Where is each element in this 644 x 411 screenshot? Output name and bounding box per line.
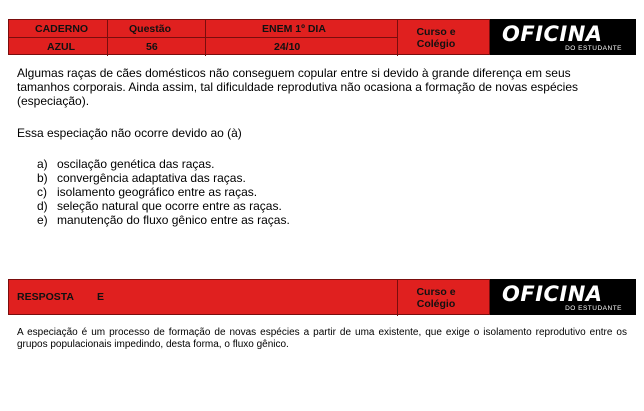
option-letter: a): [37, 157, 48, 171]
option-d: [37, 199, 290, 213]
option-text: manutenção do fluxo gênico entre as raças.: [57, 213, 290, 227]
exam-label: ENEM 1º DIA: [262, 23, 326, 35]
logo-subtitle: DO ESTUDANTE: [565, 45, 622, 52]
question-header: [8, 19, 636, 55]
option-letter: c): [37, 185, 47, 199]
questao-label: Questão: [129, 23, 172, 35]
colegio-label: Colégio: [416, 38, 456, 50]
option-text: seleção natural que ocorre entre as raças.: [57, 199, 282, 213]
answer-explanation: A especiação é um processo de formação de novas espécies a partir de uma existente, que exige o isolamento reprodutivo entre os grupos populacionais impedindo, desta forma, o fluxo gênico.: [17, 327, 627, 350]
option-b: [37, 171, 290, 185]
option-letter: b): [37, 171, 48, 185]
caderno-label: CADERNO: [35, 23, 89, 35]
option-text: oscilação genética das raças.: [57, 157, 215, 171]
response-table: [8, 279, 490, 315]
exam-date: 24/10: [274, 41, 301, 53]
response-header: [8, 279, 636, 315]
option-c: [37, 185, 290, 199]
question-prompt: Essa especiação não ocorre devido ao (à): [17, 126, 242, 140]
question-text: Algumas raças de cães domésticos não conseguem copular entre si devido à grande diferença em seus tamanhos corporais. Ainda assim, tal dificuldade reprodutiva não ocasiona a formação de novas espécies (especiação).: [17, 66, 578, 108]
option-letter: e): [37, 213, 48, 227]
response-value: E: [97, 291, 105, 303]
curso-label: Curso e: [416, 286, 456, 298]
oficina-logo: [490, 19, 636, 55]
logo-wordmark: OFICINA: [502, 282, 603, 306]
header-col-divider: [397, 20, 398, 56]
answer-options: [37, 157, 290, 227]
questao-value: 56: [146, 41, 158, 53]
colegio-label: Colégio: [416, 298, 456, 310]
logo-subtitle: DO ESTUDANTE: [565, 305, 622, 312]
oficina-logo: [490, 279, 636, 315]
option-letter: d): [37, 199, 48, 213]
header-col-divider: [205, 20, 206, 56]
header-row-divider: [9, 37, 397, 38]
option-text: isolamento geográfico entre as raças.: [57, 185, 258, 199]
header-table: [8, 19, 490, 55]
option-e: [37, 213, 290, 227]
response-col-divider: [397, 280, 398, 316]
caderno-value: AZUL: [47, 41, 75, 53]
header-col-divider: [107, 20, 108, 56]
response-label: RESPOSTA: [17, 291, 74, 303]
logo-wordmark: OFICINA: [502, 22, 603, 46]
curso-label: Curso e: [416, 26, 456, 38]
option-a: [37, 157, 290, 171]
option-text: convergência adaptativa das raças.: [57, 171, 246, 185]
